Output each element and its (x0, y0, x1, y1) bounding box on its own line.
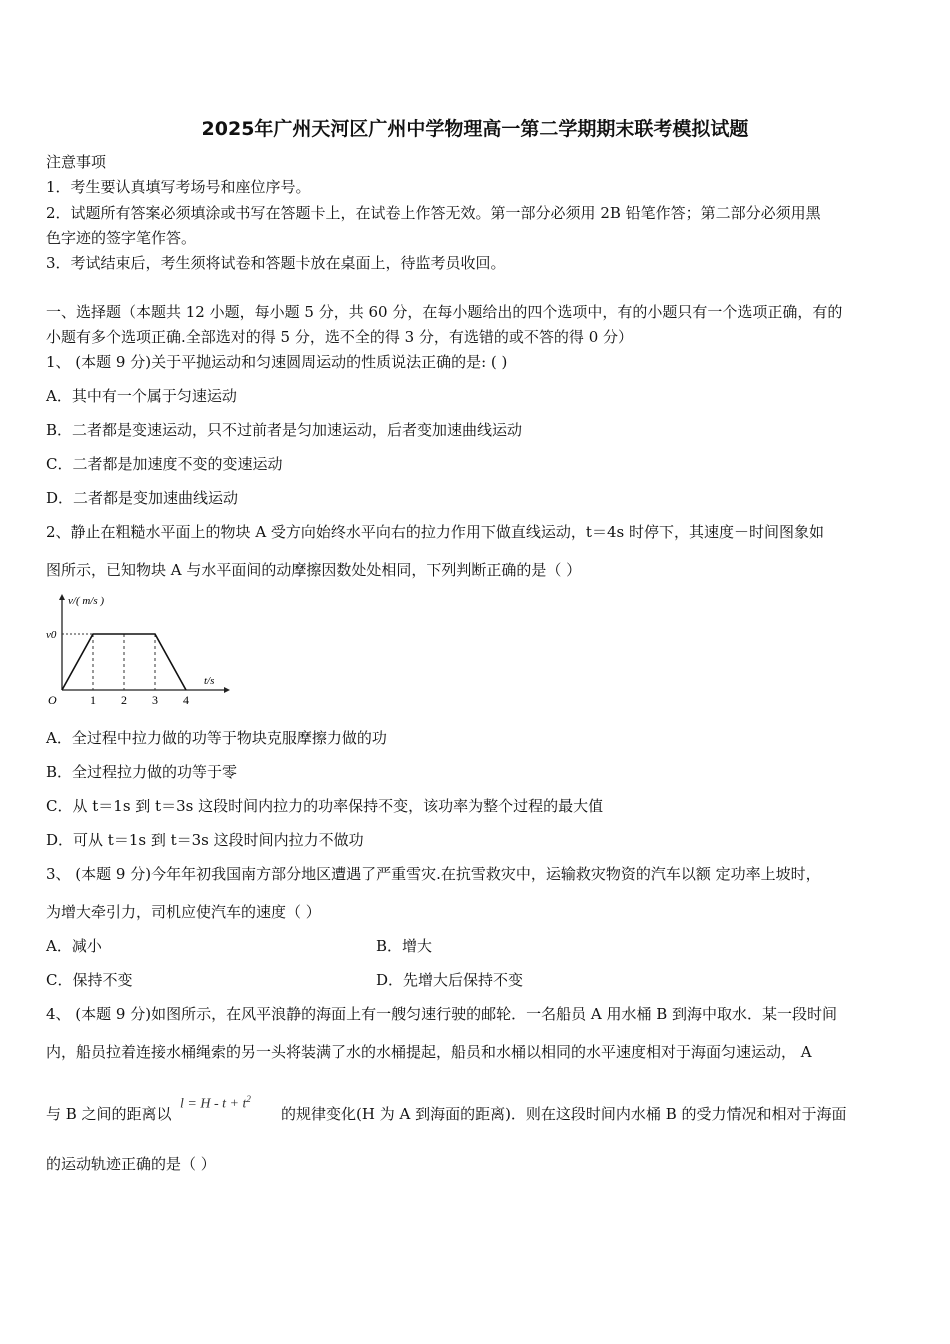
notice-heading: 注意事项 (46, 153, 107, 171)
distance-formula (180, 1094, 251, 1113)
x-axis-arrow (224, 687, 230, 693)
q4-stem-line3a: 与 B 之间的距离以 (46, 1105, 172, 1123)
q4-stem-line2: 内，船员拉着连接水桶绳索的另一头将装满了水的水桶提起，船员和水桶以相同的水平速度相对于海面匀速运动， A (46, 1043, 812, 1061)
section-instructions-line1: 一、选择题（本题共 12 小题，每小题 5 分，共 60 分，在每小题给出的四个选项中，有的小题只有一个选项正确，有的 (46, 303, 843, 321)
formula-body: l = H - t + t (180, 1096, 247, 1112)
y-tick-label-v0: v0 (46, 629, 57, 641)
q3-stem-line1: 3、 (本题 9 分)今年年初我国南方部分地区遭遇了严重雪灾.在抗雪救灾中，运输救灾物资的汽车以额 定功率上坡时， (46, 865, 821, 883)
q4-stem-line4: 的运动轨迹正确的是（ ） (46, 1155, 216, 1173)
q1-option-c: C．二者都是加速度不变的变速运动 (46, 455, 283, 473)
q3-option-a: A．减小 (46, 937, 102, 955)
q2-option-a: A．全过程中拉力做的功等于物块克服摩擦力做的功 (46, 729, 387, 747)
q2-stem-line1: 2、静止在粗糙水平面上的物块 A 受方向始终水平向右的拉力作用下做直线运动，t＝4s 时停下，其速度－时间图象如 (46, 523, 824, 541)
x-tick-label-1: 1 (90, 693, 96, 707)
formula-exponent: 2 (246, 1094, 251, 1104)
q3-option-b: B．增大 (376, 937, 433, 955)
section-instructions-line2: 小题有多个选项正确.全部选对的得 5 分，选不全的得 3 分，有选错的或不答的得 0 分） (46, 328, 634, 346)
notice-item-2-cont: 色字迹的签字笔作答。 (46, 229, 197, 247)
q1-option-d: D．二者都是变加速曲线运动 (46, 489, 239, 507)
notice-item-1: 1．考生要认真填写考场号和座位序号。 (46, 178, 311, 196)
y-axis-arrow (59, 594, 65, 600)
q3-option-c: C．保持不变 (46, 971, 133, 989)
q4-stem-line3b: 的规律变化(H 为 A 到海面的距离)．则在这段时间内水桶 B 的受力情况和相对于海面 (281, 1105, 847, 1123)
q1-stem: 1、 (本题 9 分)关于平抛运动和匀速圆周运动的性质说法正确的是: ( ) (46, 353, 508, 371)
origin-label: O (48, 693, 57, 707)
velocity-time-graph (44, 590, 234, 710)
q3-option-d: D．先增大后保持不变 (376, 971, 524, 989)
notice-item-2: 2．试题所有答案必须填涂或书写在答题卡上，在试卷上作答无效。第一部分必须用 2B 铅笔作答；第二部分必须用黑 (46, 204, 821, 222)
y-axis-label: v/( m/s ) (68, 595, 105, 607)
x-axis-label: t/s (204, 675, 215, 687)
x-tick-label-4: 4 (183, 693, 189, 707)
x-tick-label-3: 3 (152, 693, 158, 707)
q2-option-c: C．从 t＝1s 到 t＝3s 这段时间内拉力的功率保持不变，该功率为整个过程的最大值 (46, 797, 604, 815)
q2-stem-line2: 图所示，已知物块 A 与水平面间的动摩擦因数处处相同，下列判断正确的是（ ） (46, 561, 582, 579)
page-title: 2025年广州天河区广州中学物理高一第二学期期末联考模拟试题 (201, 118, 749, 140)
x-tick-label-2: 2 (121, 693, 127, 707)
q2-option-b: B．全过程拉力做的功等于零 (46, 763, 238, 781)
q4-stem-line1: 4、 (本题 9 分)如图所示，在风平浪静的海面上有一艘匀速行驶的邮轮．一名船员 A 用水桶 B 到海中取水．某一段时间 (46, 1005, 838, 1023)
q2-option-d: D．可从 t＝1s 到 t＝3s 这段时间内拉力不做功 (46, 831, 364, 849)
q1-option-a: A．其中有一个属于匀速运动 (46, 387, 237, 405)
q1-option-b: B．二者都是变速运动，只不过前者是匀加速运动，后者变加速曲线运动 (46, 421, 523, 439)
q3-stem-line2: 为增大牵引力，司机应使汽车的速度（ ） (46, 903, 321, 921)
notice-item-3: 3．考试结束后，考生须将试卷和答题卡放在桌面上，待监考员收回。 (46, 254, 506, 272)
